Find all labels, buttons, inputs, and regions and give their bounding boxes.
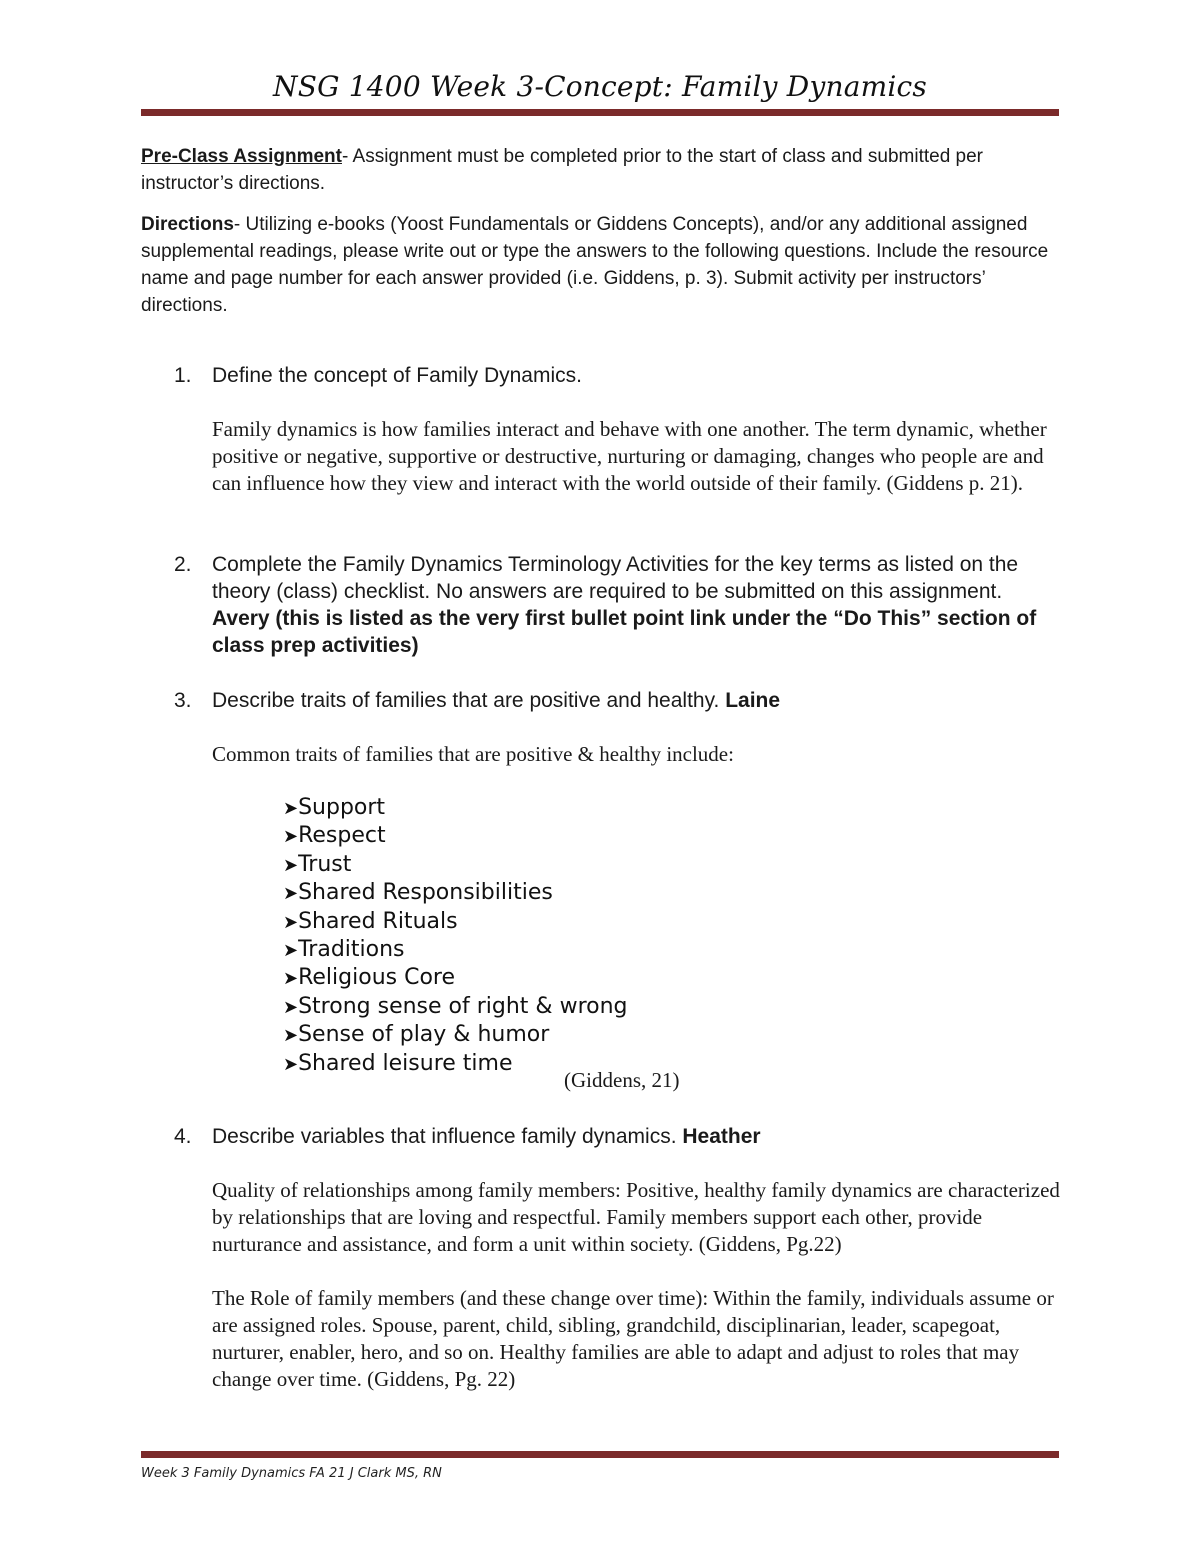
arrowhead-bullet-icon: ➤ (283, 940, 299, 962)
question-4 (174, 1123, 1064, 1150)
traits-list (283, 794, 628, 1078)
directions-text: - Utilizing e-books (Yoost Fundamentals or Giddens Concepts), and/or any additional assigned supplemental readings, please write out or type the answers to the following questions. Include the resource name and page number for each answer provided (i.e. Giddens, p. 3). Submit activity per instructors’ directions. (141, 214, 1049, 316)
directions-paragraph (141, 211, 1066, 319)
question-number: 2. (174, 553, 192, 576)
directions-label: Directions (141, 214, 234, 235)
preclass-label: Pre-Class Assignment (141, 146, 342, 167)
list-item: ➤Shared Rituals (283, 908, 458, 934)
list-item: ➤Sense of play & humor (283, 1022, 550, 1048)
question-number: 4. (174, 1125, 192, 1148)
arrowhead-bullet-icon: ➤ (283, 854, 299, 876)
page-footer: Week 3 Family Dynamics FA 21 J Clark MS, RN (141, 1466, 442, 1481)
traits-citation: (Giddens, 21) (564, 1068, 680, 1092)
arrowhead-bullet-icon: ➤ (283, 798, 299, 819)
arrowhead-bullet-icon: ➤ (283, 911, 299, 933)
list-item: ➤Shared Responsibilities (283, 880, 553, 906)
question-text: Describe variables that influence family dynamics. (212, 1125, 683, 1148)
arrowhead-bullet-icon: ➤ (283, 968, 299, 990)
question-text: Complete the Family Dynamics Terminology Activities for the key terms as listed on the theory (class) checklist. No answers are required to be submitted on this assignment. (212, 553, 1019, 603)
answer-4-quality: Quality of relationships among family members: Positive, healthy family dynamics are characterized by relationships that are loving and respectful. Family members support each other, provide nurturance and assistance, and form a unit within society. (Giddens, Pg.22) (212, 1178, 1060, 1256)
preclass-paragraph (141, 143, 1066, 197)
page-title: NSG 1400 Week 3-Concept: Family Dynamics (273, 70, 927, 103)
question-number: 3. (174, 689, 192, 712)
question-assignee: Avery (this is listed as the very first bullet point link under the “Do This” section of class prep activities) (212, 607, 1037, 657)
question-assignee: Laine (725, 689, 781, 712)
list-item: ➤Shared leisure time (283, 1050, 513, 1076)
arrowhead-bullet-icon: ➤ (283, 1053, 299, 1075)
question-3 (174, 687, 1064, 714)
question-2 (174, 551, 1064, 659)
question-text: Describe traits of families that are positive and healthy. (212, 689, 726, 712)
list-item: ➤Respect (283, 823, 386, 849)
list-item: ➤Support (283, 795, 386, 820)
arrowhead-bullet-icon: ➤ (283, 1025, 299, 1047)
footer-divider (141, 1451, 1059, 1458)
list-item: ➤Traditions (283, 937, 405, 963)
answer-1: Family dynamics is how families interact and behave with one another. The term dynamic, whether positive or negative, supportive or destructive, nurturing or damaging, changes who people are and can influence how they view and interact with the world outside of their family. (Giddens p. 21). (212, 417, 1047, 495)
arrowhead-bullet-icon: ➤ (283, 996, 299, 1018)
arrowhead-bullet-icon: ➤ (283, 883, 299, 905)
header-divider (141, 109, 1059, 116)
question-text: Define the concept of Family Dynamics. (212, 364, 582, 387)
list-item: ➤Strong sense of right & wrong (283, 993, 628, 1019)
answer-3-intro: Common traits of families that are positive & healthy include: (212, 742, 734, 766)
preclass-text: - Assignment must be completed prior to the start of class and submitted per instructor’s directions. (141, 146, 984, 194)
list-item: ➤Trust (283, 851, 352, 877)
arrowhead-bullet-icon: ➤ (283, 826, 299, 848)
answer-4-roles: The Role of family members (and these change over time): Within the family, individuals assume or are assigned roles. Spouse, parent, child, sibling, grandchild, disciplinarian, leader, scapegoat, nurturer, enabler, hero, and so on. Healthy families are able to adapt and adjust to roles that may change over time. (Giddens, Pg. 22) (212, 1286, 1054, 1391)
question-number: 1. (174, 364, 192, 387)
list-item: ➤Religious Core (283, 965, 456, 991)
question-assignee: Heather (682, 1125, 761, 1148)
question-1 (174, 362, 1064, 389)
